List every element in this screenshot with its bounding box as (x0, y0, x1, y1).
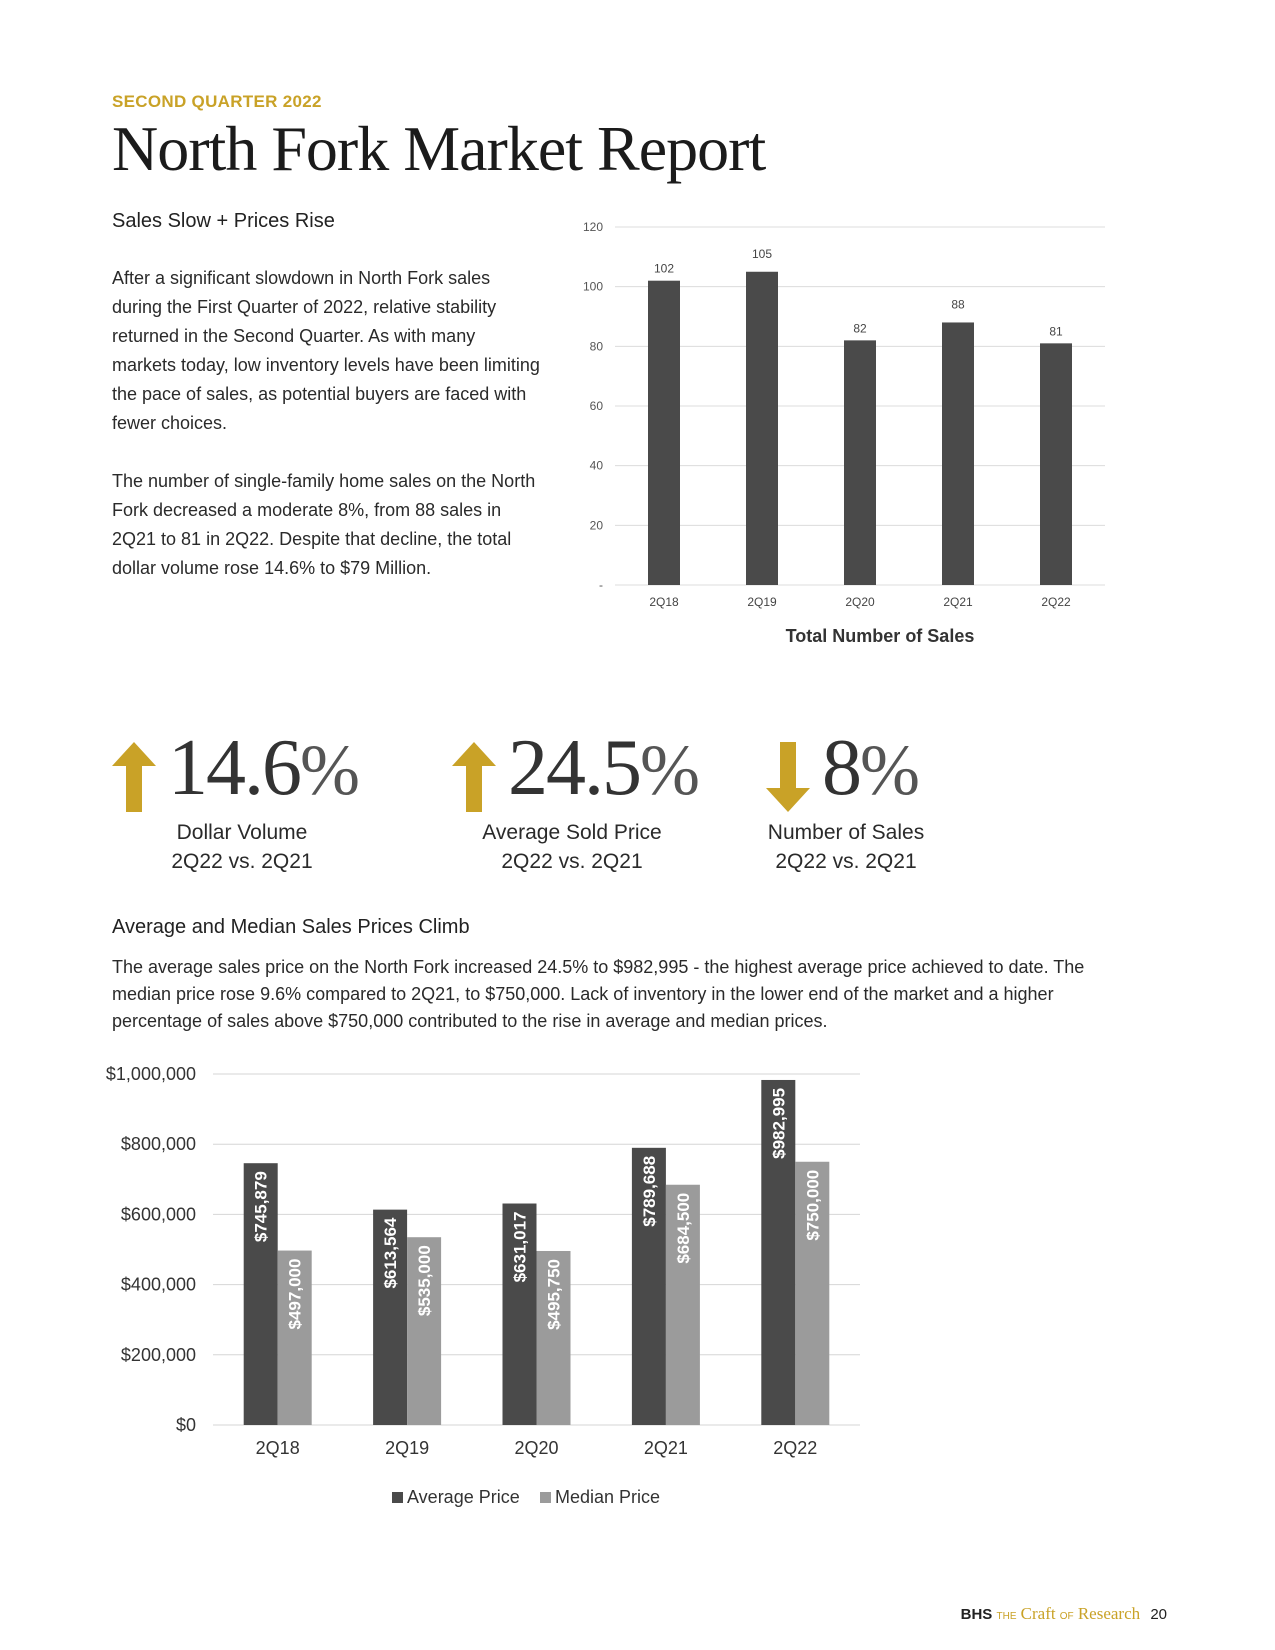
legend-label: Average Price (407, 1487, 520, 1507)
arrow-down-icon (766, 742, 810, 812)
paragraph: After a significant slowdown in North Fork sales during the First Quarter of 2022, relative stability returned in the Second Quarter. As with many markets today, low inventory levels have been limiting the pace of sales, as potential buyers are faced with fewer choices. (112, 268, 540, 433)
price-chart (100, 1050, 900, 1570)
chart-x-axis (256, 1438, 818, 1458)
bar-2Q18 (648, 281, 680, 585)
y-tick-label: 100 (582, 279, 603, 294)
chart-y-axis (106, 1064, 196, 1435)
section-heading-sales: Sales Slow + Prices Rise (112, 210, 335, 232)
sales-count-chart (560, 215, 1160, 665)
stat-label (442, 818, 702, 876)
footer-brand (961, 1604, 1167, 1624)
x-tick-label: 2Q20 (845, 595, 875, 609)
stat-label-line: Dollar Volume (176, 821, 308, 844)
y-tick-label: 40 (589, 458, 603, 473)
section-body-sales (112, 264, 542, 612)
bar-2Q19 (746, 272, 778, 585)
data-label: $982,995 (769, 1087, 789, 1159)
data-label: $631,017 (510, 1211, 530, 1283)
data-label: 82 (853, 321, 867, 336)
chart-title: Total Number of Sales (785, 626, 975, 646)
stat-label (716, 818, 976, 876)
y-tick-label: $600,000 (120, 1204, 196, 1225)
data-label: $613,564 (381, 1217, 401, 1289)
stat-dollar-volume (112, 724, 432, 878)
chart-bars (648, 247, 1072, 585)
legend-swatch (392, 1492, 403, 1503)
x-tick-label: 2Q21 (643, 1438, 688, 1458)
legend-swatch (540, 1492, 551, 1503)
data-label: $684,500 (673, 1192, 693, 1264)
bar-2Q22 (1040, 343, 1072, 585)
y-tick-label: 60 (589, 399, 603, 413)
y-tick-label: $0 (175, 1415, 196, 1435)
y-tick-label: 20 (589, 518, 603, 533)
x-tick-label: 2Q18 (255, 1438, 300, 1458)
page-number: 20 (1150, 1606, 1167, 1623)
stat-label-line: Average Sold Price (482, 821, 662, 844)
chart-bars (244, 1080, 830, 1425)
brand-tagline-the: THE (996, 1611, 1017, 1622)
section-body-prices: The average sales price on the North Fork increased 24.5% to $982,995 - the highest average price achieved to date. The median price rose 9.6% compared to 2Q21, to $750,000. Lack of inventory in the lower end of the market and a higher percentage of sales above $750,000 contributed to the rise in average and median prices. (112, 957, 1085, 1031)
y-tick-label: $1,000,000 (105, 1064, 196, 1084)
x-tick-label: 2Q22 (1041, 595, 1071, 609)
y-tick-label: $800,000 (120, 1134, 196, 1155)
bar-2Q21 (942, 322, 974, 585)
bar-2Q20 (844, 340, 876, 585)
data-label: $750,000 (803, 1169, 823, 1241)
arrow-up-icon (452, 742, 496, 812)
stat-value: 14.6% (168, 724, 358, 812)
report-eyebrow: SECOND QUARTER 2022 (112, 92, 322, 111)
x-tick-label: 2Q22 (773, 1438, 818, 1458)
chart-legend (392, 1487, 660, 1507)
x-tick-label: 2Q19 (747, 595, 777, 609)
y-tick-label: 120 (582, 220, 603, 234)
chart-x-axis (649, 595, 1071, 609)
data-label: 88 (951, 297, 965, 312)
y-tick-label: $200,000 (120, 1344, 196, 1365)
data-label: $789,688 (639, 1155, 659, 1227)
x-tick-label: 2Q20 (514, 1438, 559, 1458)
stat-value: 24.5% (508, 724, 698, 812)
paragraph: The number of single-family home sales on the North Fork decreased a moderate 8%, from 88 sales in 2Q21 to 81 in 2Q22. Despite that decline, the total dollar volume rose 14.6% to $79 Million. (112, 471, 536, 578)
data-label: $495,750 (544, 1258, 564, 1330)
data-label: 102 (653, 261, 675, 276)
x-tick-label: 2Q21 (943, 595, 973, 609)
data-label: $745,879 (251, 1171, 271, 1243)
y-tick-label: - (599, 578, 603, 592)
brand-logo: BHS (960, 1606, 993, 1623)
chart-y-axis (583, 220, 603, 592)
data-label: 105 (751, 246, 773, 261)
brand-tagline-of: OF (1059, 1611, 1074, 1622)
stat-value: 8% (822, 724, 918, 812)
section-heading-prices: Average and Median Sales Prices Climb (112, 916, 470, 938)
data-label: $497,000 (285, 1258, 305, 1330)
stat-number-of-sales (766, 724, 1086, 878)
brand-tagline-craft: Craft (1020, 1604, 1056, 1623)
data-label: 81 (1049, 324, 1063, 339)
y-tick-label: 80 (589, 339, 603, 354)
stat-label-line: 2Q22 vs. 2Q21 (501, 850, 643, 873)
x-tick-label: 2Q18 (649, 595, 679, 609)
x-tick-label: 2Q19 (385, 1438, 430, 1458)
stat-label-line: 2Q22 vs. 2Q21 (775, 850, 917, 873)
y-tick-label: $400,000 (120, 1274, 196, 1295)
stat-label (112, 818, 372, 876)
stat-label-line: 2Q22 vs. 2Q21 (171, 850, 313, 873)
arrow-up-icon (112, 742, 156, 812)
stat-label-line: Number of Sales (767, 821, 925, 844)
brand-tagline-research: Research (1077, 1604, 1141, 1623)
legend-label: Median Price (555, 1487, 661, 1507)
page-title: North Fork Market Report (112, 113, 766, 184)
data-label: $535,000 (415, 1245, 435, 1317)
